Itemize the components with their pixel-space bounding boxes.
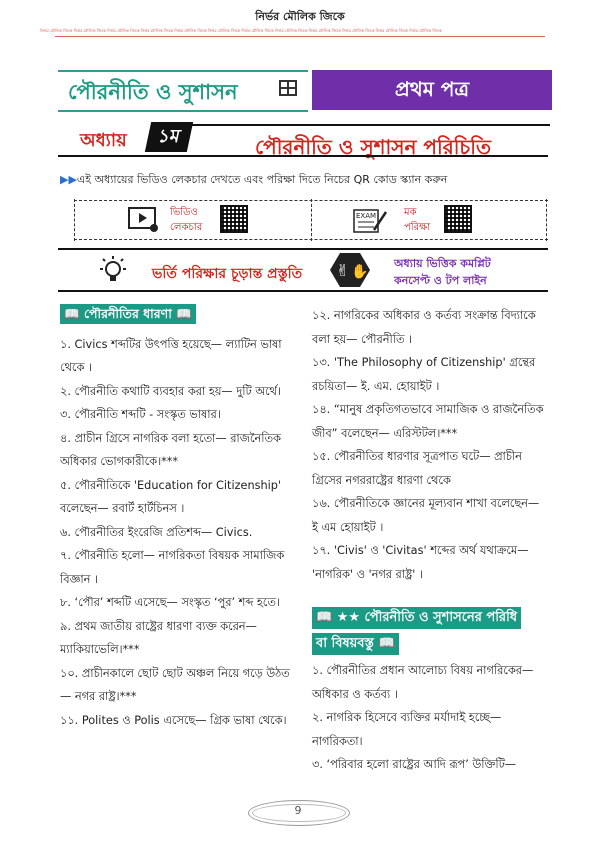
- subject-title: পৌরনীতি ও সুশাসন: [68, 80, 238, 104]
- video-lecture-icon: [128, 206, 160, 238]
- list-item: ১১. Polites ও Polis এসেছে— গ্রিক ভাষা থেকে।: [60, 713, 287, 727]
- list-item: ৩. ‘পরিবার হলো রাষ্ট্রের আদি রূপ’ উক্তিটি—: [312, 758, 517, 771]
- banner-title: ভর্তি পরিক্ষার চূড়ান্ত প্রস্তুতি: [152, 266, 303, 282]
- list-item: ১০. প্রাচীনকালে ছোট ছোট অঞ্চল নিয়ে গড়ে উঠত— নগর রাষ্ট্র।***: [60, 666, 290, 703]
- list-item: ৭. পৌরনীতি হলো— নাগরিকতা বিষয়ক সামাজিক বিজ্ঞান ।: [60, 549, 285, 586]
- chapter-rule-bottom: [58, 155, 548, 157]
- page-number: 9: [294, 804, 302, 817]
- chapter-title: পৌরনীতি ও সুশাসন পরিচিতি: [255, 135, 491, 159]
- book-icon: 📖: [176, 306, 192, 321]
- qr-instruction: ▶▶এই অধ্যায়ের ভিডিও লেকচার দেখতে এবং পরিক্ষা দিতে নিচের QR কোড স্ক্যান করুন: [60, 173, 448, 186]
- video-qr-code[interactable]: [220, 205, 248, 233]
- video-lecture-label: ভিডিও লেকচার: [170, 207, 203, 233]
- publication-title: নির্ভর মৌলিক জিকে: [255, 10, 345, 23]
- chapter-rule-top: [190, 124, 550, 126]
- list-item: ১. Civics শব্দটির উৎপত্তি হয়েছে— ল্যাটিন ভাষা থেকে ।: [60, 337, 282, 374]
- mock-exam-label: মক পরিক্ষা: [404, 207, 431, 233]
- subject-title-box: [58, 70, 308, 112]
- list-item: ২. নাগরিক হিসেবে ব্যক্তির মর্যাদাই হচ্ছে— নাগরিকতা।: [312, 711, 502, 748]
- section-heading-scope: 📖 ★★ পৌরনীতি ও সুশাসনের পরিধি বা বিষয়বস্তু 📖: [312, 606, 547, 655]
- list-item: ৯. প্রথম জাতীয় রাষ্ট্রের ধারণা ব্যক্ত করেন— ম্যাকিয়াভেলি।***: [60, 619, 257, 656]
- list-item: ১৩. 'The Philosophy of Citizenship' গ্রন্থের রচয়িতা— ই. এম. হোয়াইট ।: [312, 356, 536, 393]
- chapter-number: ১ম: [145, 122, 193, 152]
- svg-text:✌: ✌: [336, 261, 350, 280]
- list-item: ৪. প্রাচীন গ্রিসে নাগরিক বলা হতো— রাজনৈতিক অধিকার ভোগকারীকে।***: [60, 431, 281, 468]
- left-column: [60, 303, 295, 732]
- book-icon: 📖: [316, 610, 333, 625]
- book-icon: 📖: [378, 635, 395, 651]
- banner-subtitle: অধ্যায় ভিত্তিক কমপ্লিট কনসেপ্ট ও টপ লাইন: [394, 257, 491, 287]
- list-item: ১৪. “মানুষ প্রকৃতিগতভাবে সামাজিক ও রাজনৈতিক জীব” বলেছেন— এরিস্টটল।***: [312, 403, 544, 440]
- banner-rule-bottom: [58, 290, 548, 292]
- list-item: ১. পৌরনীতির প্রধান আলোচ্য বিষয় নাগরিকের— অধিকার ও কর্তব্য ।: [312, 664, 534, 701]
- paper-label-box: [312, 70, 552, 110]
- arrow-icon: ▶▶: [60, 173, 77, 186]
- list-item: ১২. নাগরিকের অধিকার ও কর্তব্য সংক্রান্ত বিদ্যাকে বলা হয়— পৌরনীতি ।: [312, 309, 536, 346]
- book-icon: 📖: [64, 306, 80, 321]
- right-column: [312, 304, 547, 777]
- paper-label: প্রথম পত্র: [394, 77, 470, 101]
- chapter-label: অধ্যায়: [80, 130, 127, 151]
- hand-gesture-icon: [320, 250, 380, 290]
- svg-text:✋: ✋: [351, 264, 369, 280]
- list-item: ৩. পৌরনীতি শব্দটি - সংস্কৃত ভাষার।: [60, 408, 221, 421]
- lightbulb-icon: [96, 254, 130, 288]
- section-heading-concept: 📖 পৌরনীতির ধারণা 📖: [60, 304, 196, 324]
- book-grid-icon: [278, 78, 298, 103]
- list-item: ৫. পৌরনীতিকে 'Education for Citizenship' বলেছেন— রবার্ট হার্টচিনস ।: [60, 478, 282, 515]
- list-item: ২. পৌরনীতি কথাটি ব্যবহার করা হয়— দুটি অর্থে।: [60, 384, 281, 398]
- exam-icon: [352, 204, 388, 238]
- banner-rule-top: [58, 248, 548, 250]
- list-item: ৬. পৌরনীতির ইংরেজি প্রতিশব্দ— Civics.: [60, 525, 253, 539]
- list-item: ১৭. 'Civis' ও 'Civitas' শব্দের অর্থ যথাক্রমে— 'নাগরিক' ও 'নগর রাষ্ট্র' ।: [312, 544, 529, 581]
- exam-qr-code[interactable]: [444, 205, 472, 233]
- header-divider: [55, 36, 545, 37]
- repeated-watermark-line: নির্ভর মৌলিক জিকে নির্ভর মৌলিক জিকে নির্ভর মৌলিক জিকে নির্ভর মৌলিক জিকে নির্ভর মৌলিক জিকে নির্ভর মৌলিক জিকে নির্ভর মৌলিক জিকে নির্ভর মৌলিক জিকে নির্ভর মৌলিক জিকে নির্ভর মৌলিক জিকে নির্ভর মৌলিক জিকে নির্ভর মৌলিক জিকে: [40, 28, 442, 33]
- list-item: ১৬. পৌরনীতিকে জ্ঞানের মূল্যবান শাখা বলেছেন— ই এম হোয়াইট ।: [312, 497, 540, 534]
- svg-text:EXAM: EXAM: [356, 212, 377, 220]
- list-item: ১৫. পৌরনীতির ধারণার সূত্রপাত ঘটে— প্রাচীন গ্রিসের নগররাষ্ট্রের ধারণা থেকে: [312, 450, 522, 487]
- list-item: ৮. ‘পৌর’ শব্দটি এসেছে— সংস্কৃত ‘পুর’ শব্দ হতে।: [60, 596, 280, 609]
